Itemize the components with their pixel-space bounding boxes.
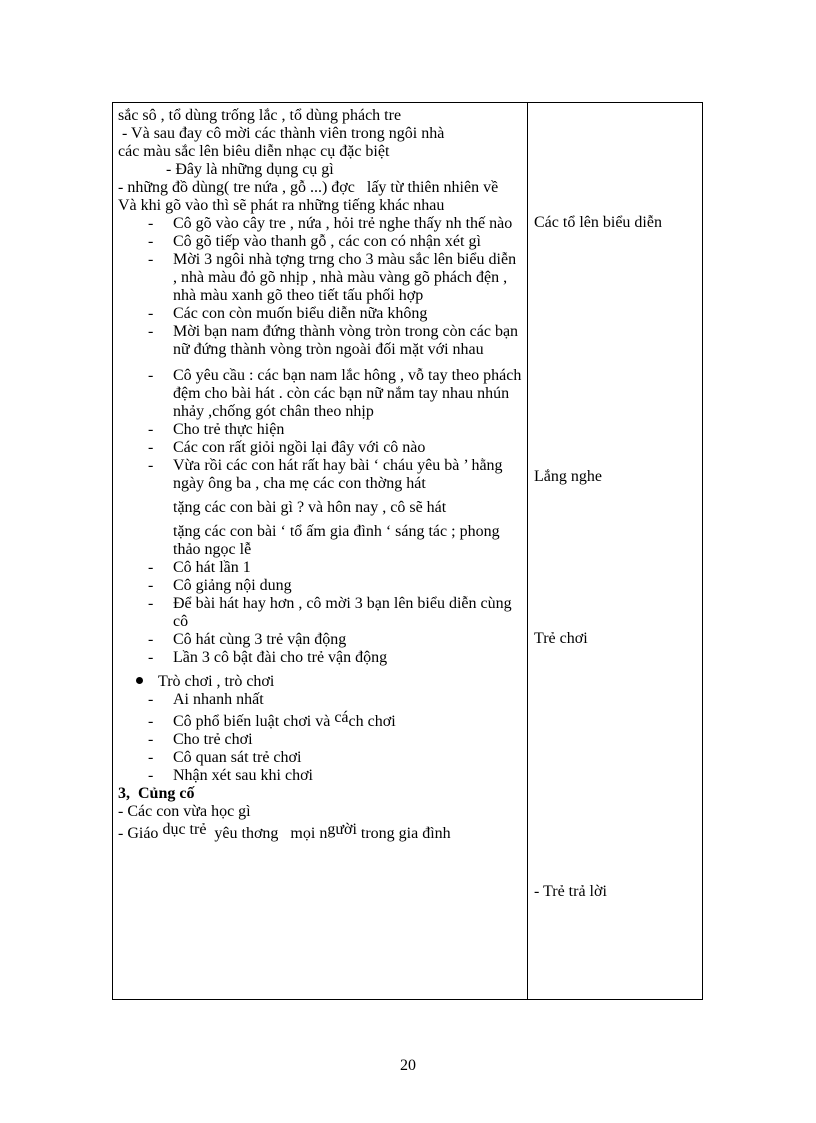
child-activity-1: Các tổ lên biểu diễn — [534, 214, 662, 231]
list-item: - Để bài hát hay hơn , cô mời 3 bạn lên biểu diễn cùng cô — [118, 595, 523, 631]
list-item: - Ai nhanh nhất — [118, 691, 523, 709]
list-item: - Cô hát cùng 3 trẻ vận động — [118, 631, 523, 649]
intro-line-3: các màu sắc lên biêu diễn nhạc cụ đặc biệt — [118, 143, 390, 160]
list-item: - Cho trẻ thực hiện — [118, 421, 523, 439]
intro-line-4: - Đây là những dụng cụ gì — [166, 161, 334, 178]
page-number: 20 — [400, 1057, 416, 1074]
list-item: - Các con còn muốn biểu diễn nữa không — [118, 305, 523, 323]
list-item: - Cô phổ biến luật chơi và cách chơi — [118, 713, 523, 731]
list-item: - Lần 3 cô bật đài cho trẻ vận động — [118, 649, 523, 667]
list-item: - Cô giảng nội dung — [118, 577, 523, 595]
activity-list-1 — [118, 215, 523, 359]
list-item: - Nhận xét sau khi chơi — [118, 767, 523, 785]
column-divider — [527, 103, 528, 999]
intro-line-6: Và khi gõ vào thì sẽ phát ra những tiếng khác nhau — [118, 197, 445, 214]
list-item: - Mời 3 ngôi nhà tợng trng cho 3 màu sắc lên biểu diễn , nhà màu đỏ gõ nhịp , nhà màu vàng gõ phách đện , nhà màu xanh gõ theo tiết tấu phối hợp — [118, 251, 523, 305]
list-item: - Cô yêu cầu : các bạn nam lắc hông , vỗ tay theo phách đệm cho bài hát . còn các bạn nữ nắm tay nhau nhún nhảy ,chống gót chân theo nhịp — [118, 367, 523, 421]
list-item: - Vừa rồi các con hát rất hay bài ‘ cháu yêu bà ’ hằng ngày ông ba , cha mẹ các con thờng hát — [118, 457, 523, 493]
intro-line-2: - Và sau đay cô mời các thành viên trong ngôi nhà — [118, 125, 445, 142]
continuation-line-2: tặng các con bài ‘ tổ ấm gia đình ‘ sáng tác ; phong thảo ngọc lễ — [173, 523, 512, 558]
game-bullet — [118, 673, 523, 691]
child-activity-2: Lắng nghe — [534, 468, 602, 485]
list-item: - Cô hát lần 1 — [118, 559, 523, 577]
continuation-line-1: tặng các con bài gì ? và hôn nay , cô sẽ hát — [173, 499, 447, 516]
teacher-activity-column — [118, 107, 523, 843]
section-heading: 3, Củng cố — [118, 785, 195, 802]
intro-line-1: sắc sô , tổ dùng trống lắc , tổ dùng phách tre — [118, 107, 402, 124]
list-item: - Các con rất giỏi ngồi lại đây với cô nào — [118, 439, 523, 457]
list-item: - Cô quan sát trẻ chơi — [118, 749, 523, 767]
activity-list-2 — [118, 367, 523, 493]
intro-line-5: - những đồ dùng( tre nứa , gỗ ...) đợc lấy từ thiên nhiên về — [118, 179, 499, 196]
game-bullet-label: Trò chơi , trò chơi — [158, 673, 275, 690]
activity-list-4 — [118, 691, 523, 785]
child-activity-4: - Trẻ trả lời — [534, 883, 607, 900]
activity-list-3 — [118, 559, 523, 667]
closing-line-1: - Các con vừa học gì — [118, 803, 251, 820]
list-item: - Cô gõ vào cây tre , nứa , hỏi trẻ nghe thấy nh thế nào — [118, 215, 523, 233]
list-item: - Cho trẻ chơi — [118, 731, 523, 749]
list-item: - Mời bạn nam đứng thành vòng tròn trong còn các bạn nữ đứng thành vòng tròn ngoài đối mặt với nhau — [118, 323, 523, 359]
bullet-dot-icon — [136, 677, 143, 684]
child-activity-3: Trẻ chơi — [534, 630, 588, 647]
lesson-table — [112, 102, 703, 1000]
list-item: - Cô gõ tiếp vào thanh gỗ , các con có nhận xét gì — [118, 233, 523, 251]
closing-line-2: - Giáo dục trẻ yêu thơng mọi người trong gia đình — [118, 821, 451, 842]
